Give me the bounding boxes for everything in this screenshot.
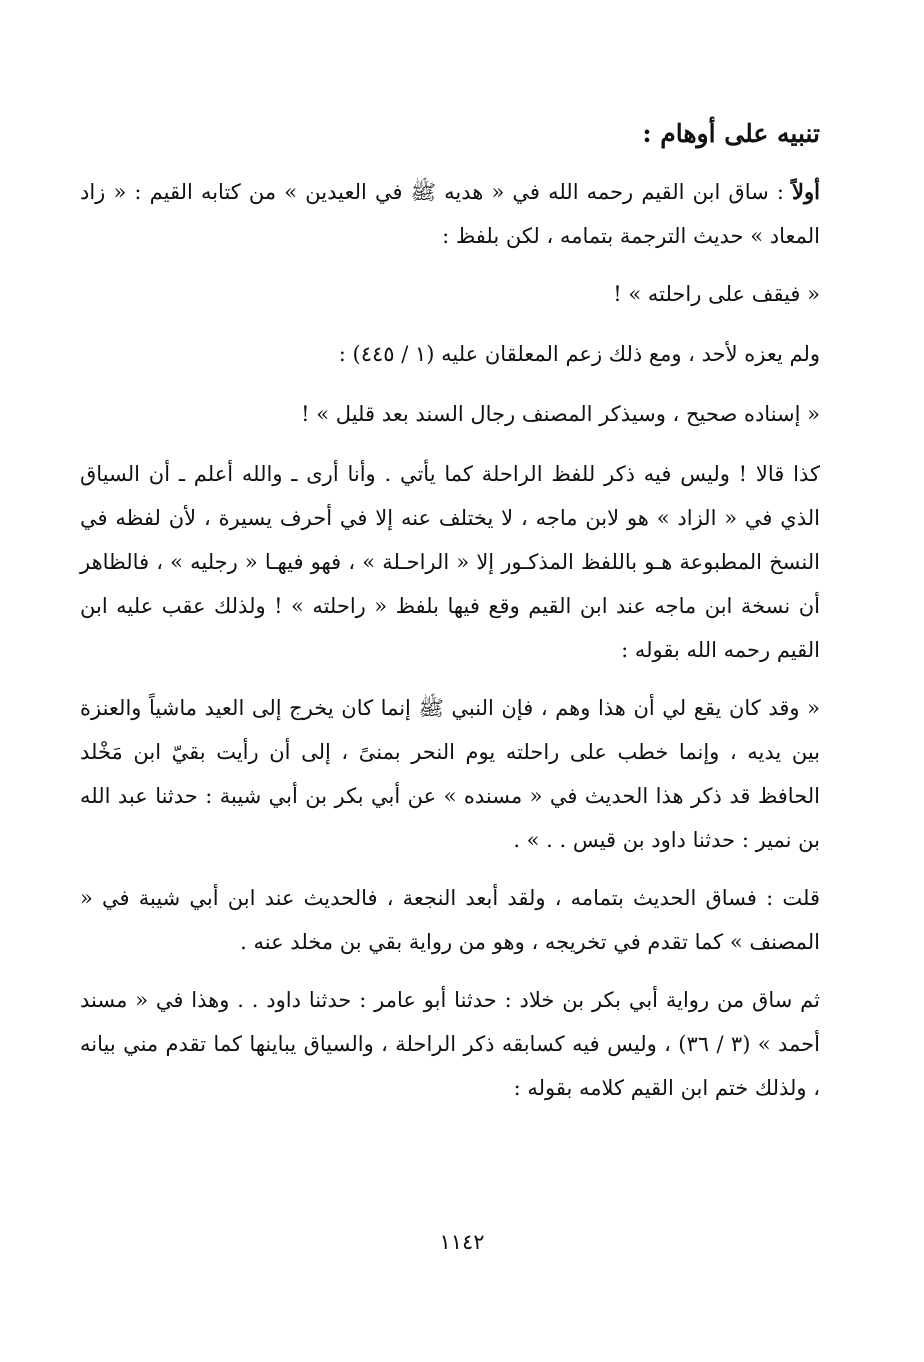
paragraph-6: ثم ساق من رواية أبي بكر بن خلاد : حدثنا أبو عامر : حدثنا داود . . وهذا في « مسند أحمد » (٣ / ٣٦) ، وليس فيه كسابقه ذكر الراحلة ، والسياق يباينها كما تقدم مني بيانه ، ولذلك ختم ابن القيم كلامه بقوله :: [80, 988, 820, 1100]
page-number: ١١٤٢: [439, 1230, 485, 1254]
page-body: [80, 112, 820, 1124]
quote-1: « فيقف على راحلته » !: [613, 282, 820, 306]
paragraph-1: [80, 170, 820, 258]
paragraph-1-lead: أولاً: [792, 179, 820, 204]
paragraph-2: ولم يعزه لأحد ، ومع ذلك زعم المعلقان عليه (١ / ٤٤٥) :: [338, 342, 820, 366]
paragraph-5: قلت : فساق الحديث بتمامه ، ولقد أبعد النجعة ، فالحديث عند ابن أبي شيبة في « المصنف » كما تقدم في تخريجه ، وهو من رواية بقي بن مخلد عنه .: [80, 886, 820, 954]
paragraph-1-text: : ساق ابن القيم رحمه الله في « هديه ﷺ في العيدين » من كتابه القيم : « زاد المعاد » حديث الترجمة بتمامه ، لكن بلفظ :: [80, 180, 820, 248]
paragraph-3: كذا قالا ! وليس فيه ذكر للفظ الراحلة كما يأتي . وأنا أرى ـ والله أعلم ـ أن السياق الذي في « الزاد » هو لابن ماجه ، لا يختلف عنه إلا في أحرف يسيرة ، لأن لفظه في النسخ المطبوعة هـو باللفظ المذكـور إلا « الراحـلة » ، فهو فيهـا « رجليه » ، فالظاهر أن نسخة ابن ماجه عند ابن القيم وقع فيها بلفظ « راحلته » ! ولذلك عقب عليه ابن القيم رحمه الله بقوله :: [80, 462, 820, 662]
paragraph-4: « وقد كان يقع لي أن هذا وهم ، فإن النبي ﷺ إنما كان يخرج إلى العيد ماشياً والعنزة بين يديه ، وإنما خطب على راحلته يوم النحر بمنىً ، إلى أن رأيت بقيّ ابن مَخْلد الحافظ قد ذكر هذا الحديث في « مسنده » عن أبي بكر بن أبي شيبة : حدثنا عبد الله بن نمير : حدثنا داود بن قيس . . » .: [80, 696, 820, 852]
quote-2: « إسناده صحيح ، وسيذكر المصنف رجال السند بعد قليل » !: [301, 402, 820, 426]
section-heading: تنبيه على أوهام :: [642, 119, 820, 148]
